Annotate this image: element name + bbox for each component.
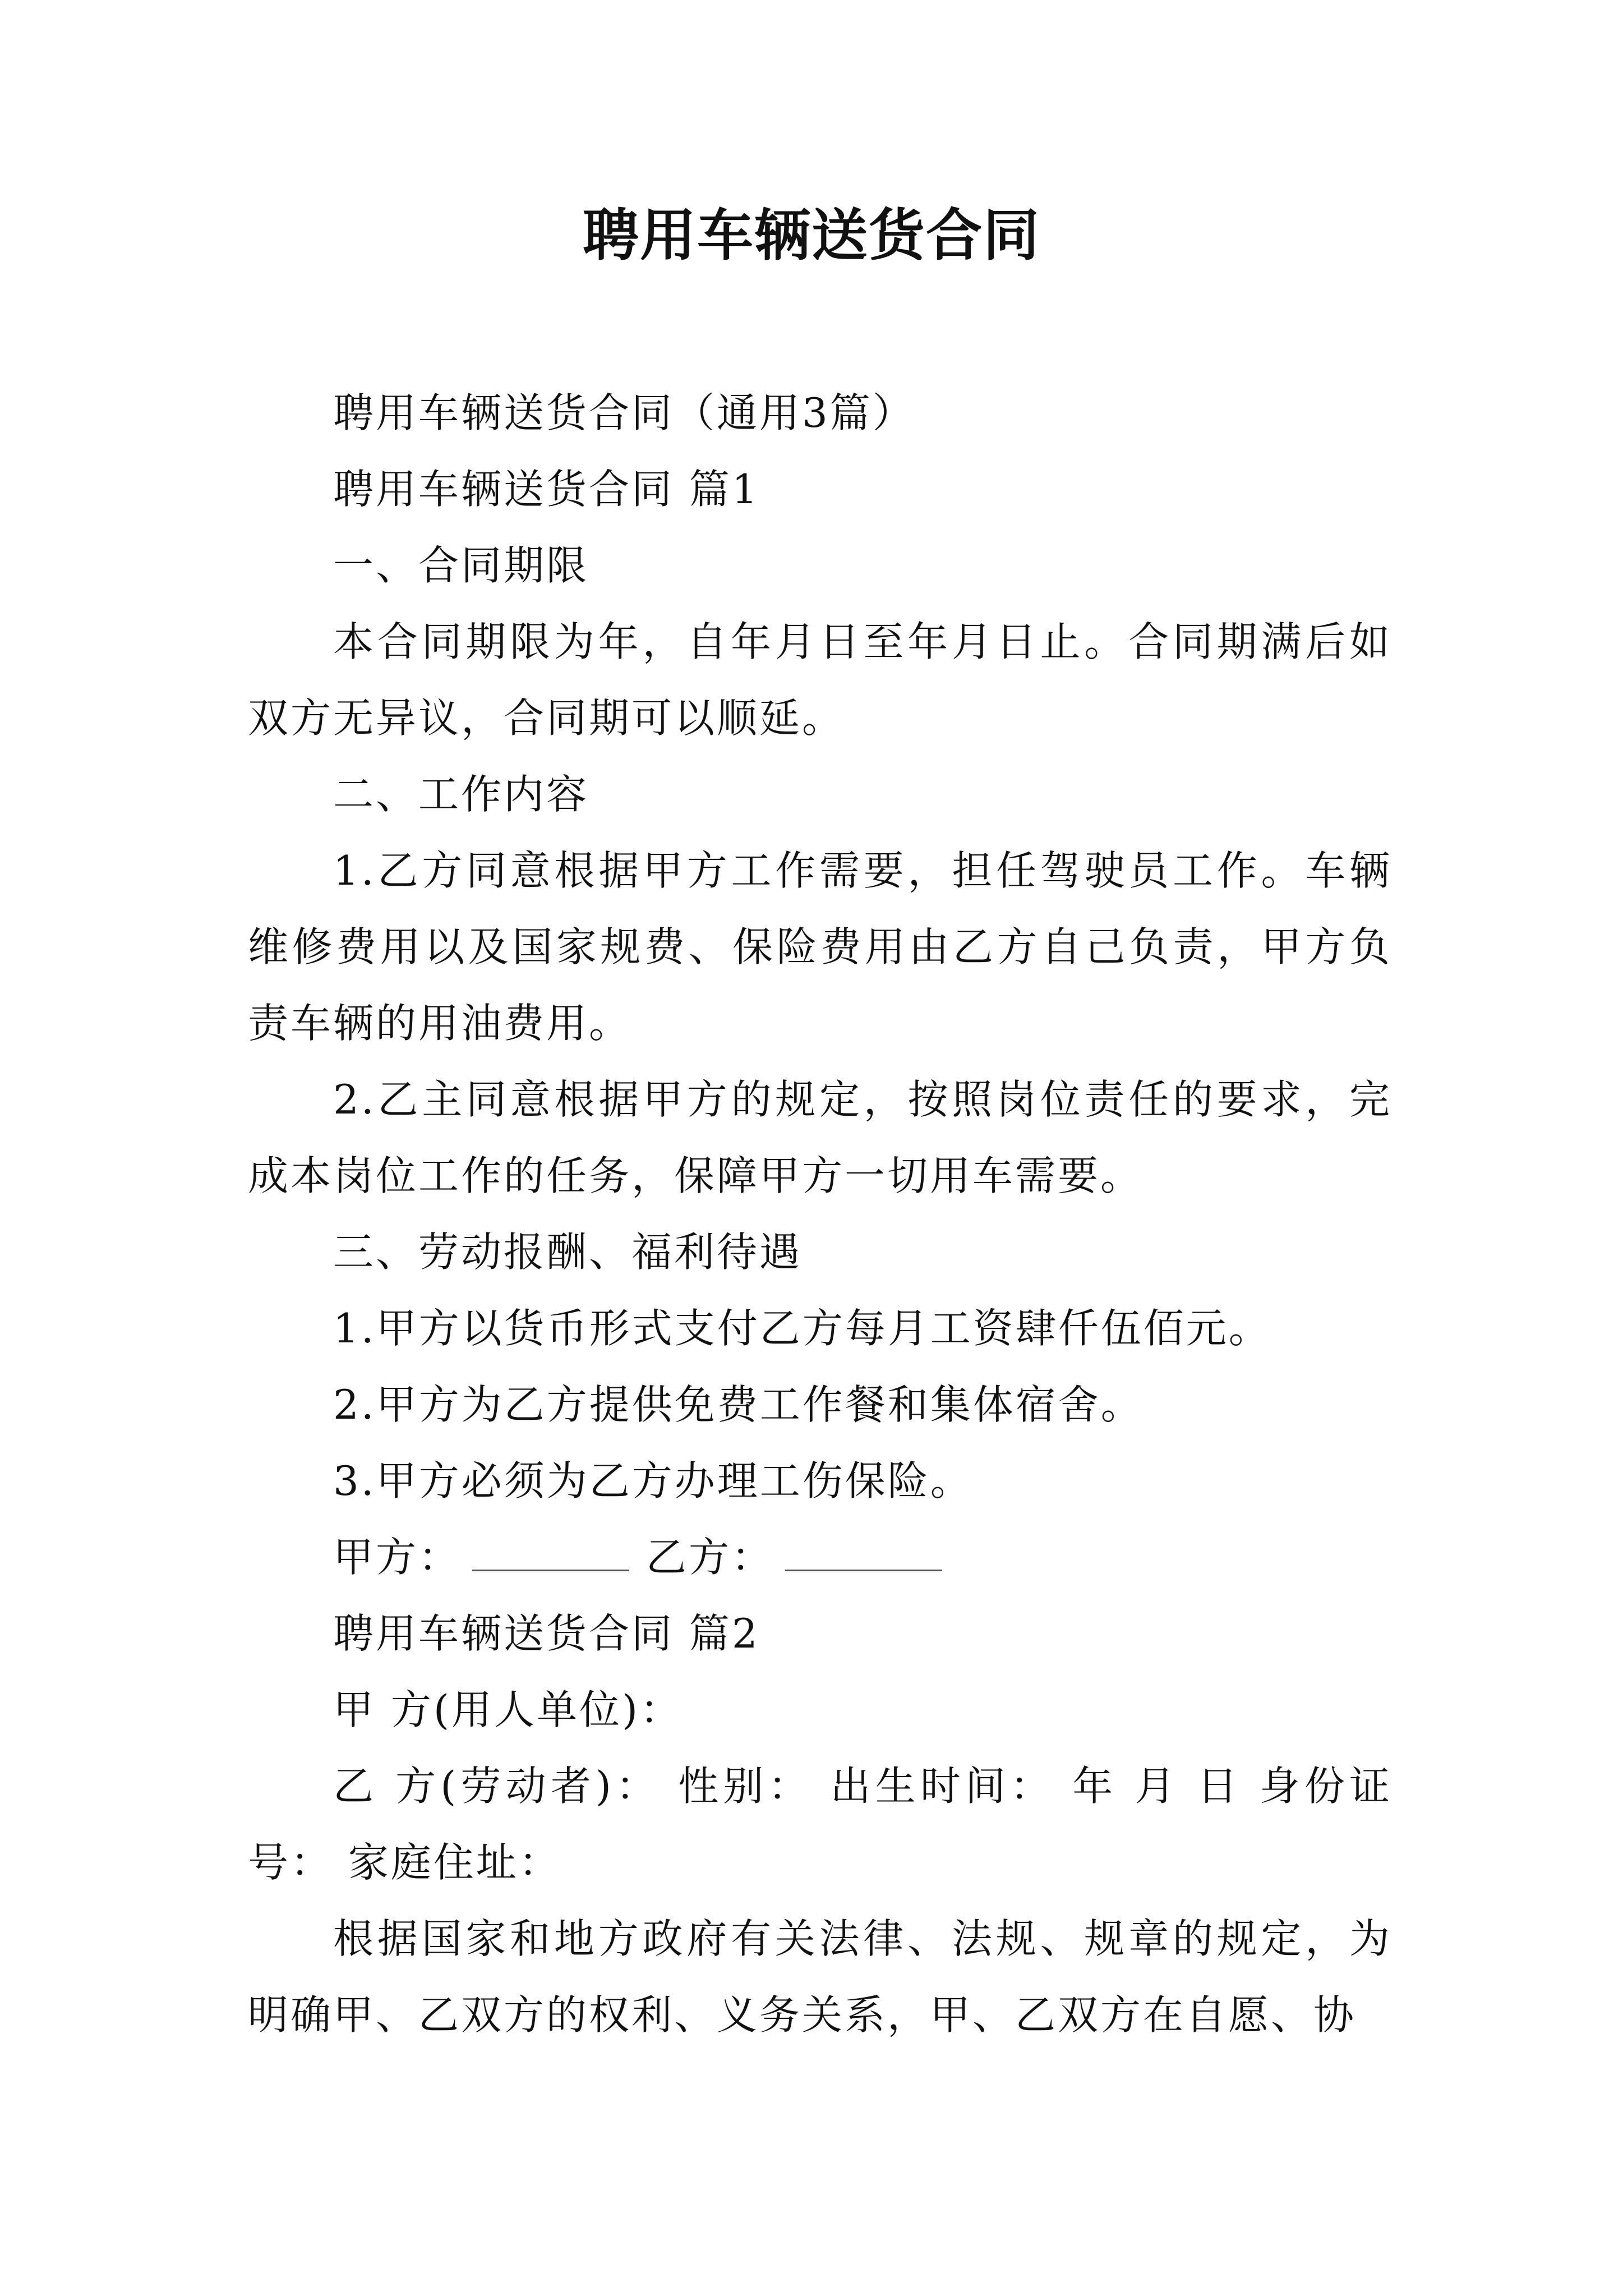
- part2-party-b: 乙 方(劳动者)： 性别： 出生时间： 年 月 日 身份证号： 家庭住址：: [248, 1763, 1392, 1886]
- party-b-blank: [785, 1535, 942, 1571]
- intro-line: 聘用车辆送货合同（通用3篇）: [333, 389, 915, 436]
- party-a-label: 甲方：: [333, 1534, 462, 1581]
- document-body: [248, 375, 1392, 2053]
- part1-heading: 聘用车辆送货合同 篇1: [333, 466, 760, 513]
- part2-heading: 聘用车辆送货合同 篇2: [333, 1610, 760, 1657]
- section3-heading: 三、劳动报酬、福利待遇: [333, 1228, 803, 1276]
- section3-item3: 3.甲方必须为乙方办理工伤保险。: [333, 1457, 973, 1504]
- section2-item2: 2.乙主同意根据甲方的规定，按照岗位责任的要求，完成本岗位工作的任务，保障甲方一切用车需要。: [248, 1076, 1392, 1199]
- part2-party-a: 甲 方(用人单位)：: [333, 1686, 683, 1733]
- party-b-label: 乙方：: [646, 1534, 774, 1581]
- section2-item1: 1.乙方同意根据甲方工作需要，担任驾驶员工作。车辆维修费用以及国家规费、保险费用由乙方自己负责，甲方负责车辆的用油费用。: [248, 847, 1392, 1047]
- section1-text: 本合同期限为年，自年月日至年月日止。合同期满后如双方无异议，合同期可以顺延。: [248, 618, 1392, 742]
- section2-heading: 二、工作内容: [333, 771, 589, 818]
- section3-item1: 1.甲方以货币形式支付乙方每月工资肆仟伍佰元。: [333, 1305, 1271, 1352]
- signature-line: [248, 1519, 1392, 1595]
- document-title: 聘用车辆送货合同: [583, 203, 1040, 268]
- section3-item2: 2.甲方为乙方提供免费工作餐和集体宿舍。: [333, 1381, 1144, 1428]
- party-a-blank: [472, 1535, 629, 1571]
- part2-preamble: 根据国家和地方政府有关法律、法规、规章的规定，为明确甲、乙双方的权利、义务关系，甲、乙双方在自愿、协: [248, 1915, 1392, 2039]
- section1-heading: 一、合同期限: [333, 542, 589, 589]
